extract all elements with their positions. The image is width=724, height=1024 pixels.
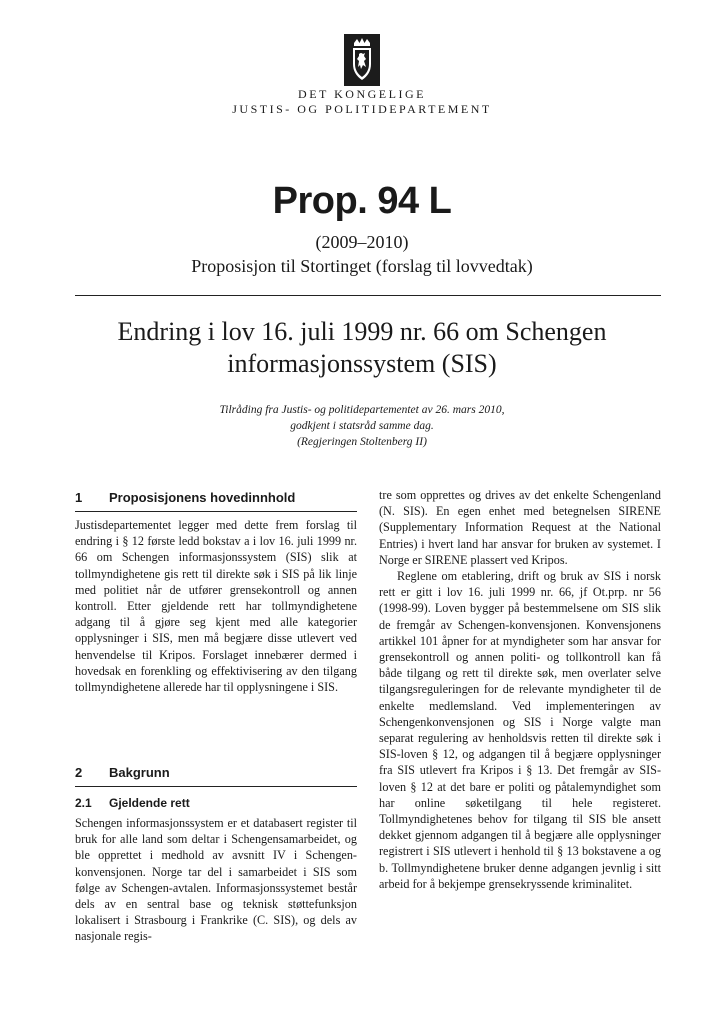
document-subtitle: Proposisjon til Stortinget (forslag til lovvedtak) (191, 256, 533, 276)
section-2-heading (75, 765, 357, 780)
document-title: Endring i lov 16. juli 1999 nr. 66 om Schengen informasjonssystem (SIS) (117, 317, 607, 378)
section-1-heading (75, 490, 357, 505)
paragraph: Justisdepartementet legger med dette frem forslag til endring i § 12 første ledd bokstav a i lov 16. juli 1999 nr. 66 om Schengen informasjonssystem (SIS) slik at tollmyndighetene gis rett til direkte søk i SIS på lik linje med politiet når de utfører grensekontroll og annen kontroll. Etter gjeldende rett har tollmyndighetene adgang til å gjøre seg kjent med alle kategorier opplysninger i SIS, men må begjære disse utlevert ved henvendelse til Kripos. Forslaget innebærer dermed i hovedsak en forenkling og effektivisering av den tilgang tollmyndighetene allerede har til opplysningene i SIS. (75, 518, 357, 695)
section-2-1-body (75, 815, 357, 945)
section-title: Bakgrunn (109, 765, 170, 780)
ministry-name-line1: DET KONGELIGE (298, 87, 426, 101)
subsection-number: 2.1 (75, 796, 92, 810)
right-column-body (379, 487, 661, 892)
section-1-rule (75, 511, 357, 512)
subsection-title: Gjeldende rett (109, 796, 190, 810)
approval-line-2: godkjent i statsråd samme dag. (290, 420, 434, 432)
session-years: (2009–2010) (315, 232, 409, 252)
title-divider (75, 295, 661, 296)
section-2-1-heading (75, 796, 357, 810)
paragraph: Reglene om etablering, drift og bruk av SIS i norsk rett er gitt i lov 16. juli 1999 nr. 66, jf Ot.prp. nr 56 (1998-99). Loven bygger på bestemmelsene om SIS slik de fremgår av Schengen-konvensjonen. Konvensjonens artikkel 101 åpner for at myndigheter som har ansvar for grensekontroll og annen politi- og tollkontroll kan få både tilgang og rett til direkte søk, men overlater selve tilgangsreguleringen for de relevante myndigheter til de enkelte medlemsland. Ved implementeringen av Schengenkonvensjonen og SIS i Norge valgte man separat regulering av henholdsvis retten til direkte søk i SIS-loven § 12, og adgangen til å begjære opplysninger fra SIS utlevert fra Kripos i § 13. Det fremgår av SIS-loven § 12 at det bare er politi og påtalemyndighet som har online søketilgang til hele registeret. Tollmyndighetenes behov for tilgang til SIS ble ansett dekket gjennom adgangen til å begjære alle opplysninger registrert i SIS utlevert i henhold til § 13 bokstavene a og b. Tollmyndighetene bruker denne adgangen jevnlig i sitt arbeid for å bekjempe grensekryssende kriminalitet. (379, 569, 661, 891)
proposition-number: Prop. 94 L (272, 180, 452, 222)
paragraph: Schengen informasjonssystem er et databasert register til bruk for alle land som deltar i Schengensamarbeidet, og ble opprettet i medhold av avsnitt IV i Schengen-konvensjonen. Norge tar del i samarbeidet i SIS som følge av Schengen-avtalen. Informasjonssystemet består dels av en sentral base og teknisk støttefunksjon lokalisert i Strasbourg i Frankrike (C. SIS), og dels av nasjonale regis- (75, 816, 357, 944)
norwegian-coat-of-arms-icon (344, 34, 380, 86)
approval-line-1: Tilråding fra Justis- og politidepartementet av 26. mars 2010, (219, 404, 505, 416)
section-number: 1 (75, 490, 83, 505)
approval-line-3: (Regjeringen Stoltenberg II) (297, 436, 427, 448)
ministry-name-line2: JUSTIS- OG POLITIDEPARTEMENT (232, 102, 492, 116)
paragraph: tre som opprettes og drives av det enkelte Schengenland (N. SIS). En egen enhet med betegnelsen SIRENE (Supplementary Information Request at the National Entries) i hvert land har ansvar for bruken av systemet. I Norge er SIRENE plassert ved Kripos. (379, 488, 661, 567)
approval-note (0, 402, 724, 450)
section-2-rule (75, 786, 357, 787)
section-1-body (75, 517, 357, 695)
section-title: Proposisjonens hovedinnhold (109, 490, 296, 505)
section-number: 2 (75, 765, 83, 780)
